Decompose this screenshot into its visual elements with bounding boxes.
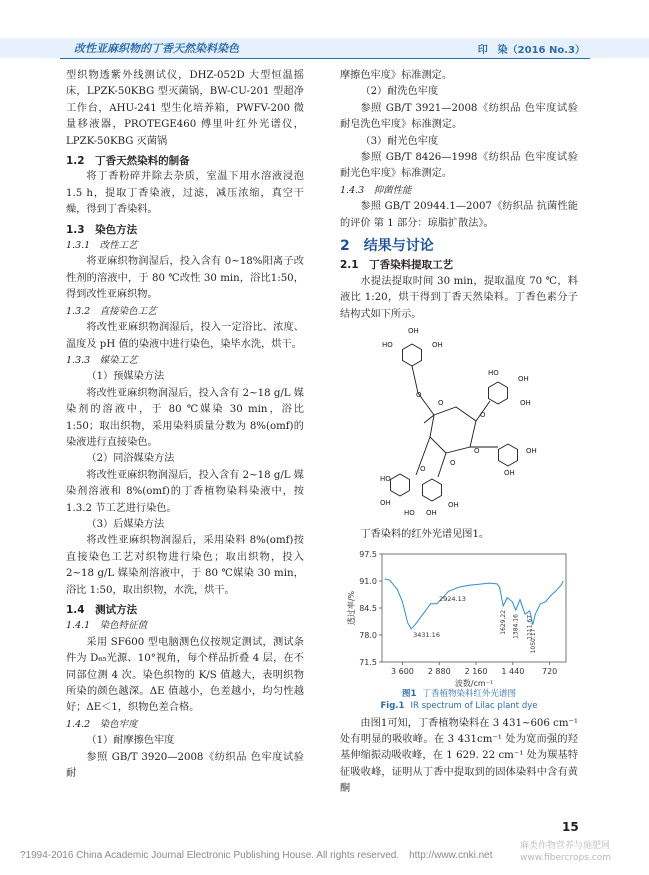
y-tick-label: 71.5 xyxy=(359,657,377,667)
right-column xyxy=(340,68,578,798)
x-axis-label: 波数/cm⁻¹ xyxy=(454,678,494,688)
page-number: 15 xyxy=(562,820,579,834)
ir-spectrum-chart xyxy=(340,546,578,688)
atom-label: OH xyxy=(518,375,529,384)
y-tick-label: 84.5 xyxy=(359,603,377,613)
section-2-1-heading: 2.1 丁香染料提取工艺 xyxy=(340,259,454,272)
ir-spectrum-svg xyxy=(340,546,578,688)
atom-label: HO xyxy=(380,475,391,484)
watermark-line-2: www.fibercrops.com xyxy=(520,853,611,863)
atom-label: O xyxy=(416,391,422,400)
paragraph-ir-intro: 丁香染料的红外光谱见图1。 xyxy=(360,529,490,541)
peak-label: 3431.16 xyxy=(413,630,440,639)
y-tick-label: 78.0 xyxy=(359,630,377,640)
paragraph-post-mordant: 将改性亚麻织物润湿后，采用染料 8%(omf)按直接染色工艺对织物进行染色；取出织物，投入 2~18 g/L 媒染剂溶液中，于 80 ℃媒染 30 min，浴比 1:50，取出织物，水洗，烘干。 xyxy=(66,535,304,596)
x-tick-label: 2 880 xyxy=(427,666,451,676)
left-column xyxy=(66,68,304,782)
subheading-meta-mordant: （2）同浴媒染方法 xyxy=(86,453,175,465)
atom-label: O xyxy=(474,447,480,456)
atom-label: O xyxy=(450,459,456,468)
spectrum-line xyxy=(385,578,564,628)
figure-label: 图1 xyxy=(402,688,417,699)
x-tick-label: 1 440 xyxy=(501,666,525,676)
paragraph-ir-discussion: 由图1可知，丁香植物染料在 3 431~606 cm⁻¹ 处有明显的吸收峰。在 3 431cm⁻¹ 处为宽而强的羟基伸缩振动吸收峰，在 1 629. 22 cm⁻¹ 处为羰基特征吸收峰，证明从丁香中提取到的固体染料中含有黄酮 xyxy=(340,717,578,795)
atom-label: HO xyxy=(488,369,499,378)
bond xyxy=(412,366,418,393)
paragraph-equipment: 型织物透紫外线测试仪，DHZ-052D 大型恒温摇床，LPZK-50KBG 型灭菌锅，BW-CU-201 型超净工作台，AHU-241 型生化培养箱，PWFV-200 微量移液器，PROTEGE460 傅里叶红外光谱仪，LPZK-50KBG 灭菌锅 xyxy=(66,70,304,147)
peak-label: 1111.67 xyxy=(526,614,534,640)
section-2-heading: 2 结果与讨论 xyxy=(340,238,434,255)
bond xyxy=(438,453,446,477)
atom-label: HO xyxy=(382,341,393,350)
section-1-4-1-heading: 1.4.1 染色特征值 xyxy=(66,620,148,632)
copyright-footer: ?1994-2016 China Academic Journal Electronic Publishing House. All rights reserved. http://www.cnki.net xyxy=(20,850,493,861)
section-1-2-heading: 1.2 丁香天然染料的制备 xyxy=(66,155,190,168)
section-1-3-1-heading: 1.3.1 改性工艺 xyxy=(66,240,138,252)
atom-label: OH xyxy=(380,499,391,508)
paragraph-light-fastness: 参照 GB/T 8426—1998《纺织品 色牢度试验 耐光色牢度》标准测定。 xyxy=(340,152,578,180)
section-1-4-2-heading: 1.4.2 染色牢度 xyxy=(66,718,138,730)
atom-label: O xyxy=(480,411,486,420)
peak-label: 1629.22 xyxy=(500,609,508,635)
atom-label: O xyxy=(438,399,444,408)
y-tick-label: 91.0 xyxy=(359,576,377,586)
x-tick-label: 720 xyxy=(542,666,558,676)
galloyl-ring-top xyxy=(403,344,422,366)
y-tick-label: 97.5 xyxy=(359,549,377,559)
molecular-structure-svg xyxy=(380,325,550,523)
header-rule xyxy=(60,58,590,59)
subheading-light-fastness: （3）耐光色牢度 xyxy=(360,135,439,147)
atom-label: OH xyxy=(432,341,443,350)
paragraph-1-4-3: 参照 GB/T 20944.1—2007《纺织品 抗菌性能的评价 第 1 部分：琼脂扩散法》。 xyxy=(340,201,578,229)
paragraph-meta-mordant: 将改性亚麻织物润湿后，投入含有 2~18 g/L 媒染剂溶液和 8%(omf)的丁香植物染料染液中，按 1.3.2 节工艺进行染色。 xyxy=(66,469,304,514)
section-1-3-2-heading: 1.3.2 直接染色工艺 xyxy=(66,305,157,317)
galloyl-ring-right-upper xyxy=(489,382,508,404)
section-1-4-3-heading: 1.4.3 抑菌性能 xyxy=(340,184,412,196)
paragraph-1-3-2: 将改性亚麻织物润湿后，投入一定浴比、浓度、温度及 pH 值的染液中进行染色，染毕水洗，烘干。 xyxy=(66,322,304,350)
figure-label-en: Fig.1 xyxy=(380,700,405,711)
subheading-rubbing-fastness: （1）耐摩擦色牢度 xyxy=(86,735,175,747)
figure-title-en: IR spectrum of Lilac plant dye xyxy=(410,700,538,711)
figure-title-cn: 丁香植物染料红外光谱图 xyxy=(422,688,516,699)
atom-label: O xyxy=(420,465,426,474)
peak-label: 1050.17 xyxy=(529,628,537,653)
paragraph-rubbing-cont: 摩擦色牢度》标准测定。 xyxy=(340,70,453,81)
galloyl-ring-right-lower xyxy=(499,444,518,466)
section-1-3-heading: 1.3 染色方法 xyxy=(66,223,138,236)
figure-caption-cn xyxy=(340,688,578,700)
peak-label: 2924.13 xyxy=(438,594,466,603)
glucose-ring xyxy=(430,407,476,453)
subheading-pre-mordant: （1）预媒染方法 xyxy=(86,371,165,383)
hhdp-ring-right xyxy=(423,479,442,501)
hhdp-ring-left xyxy=(391,474,410,496)
peak-label: 1384.16 xyxy=(512,613,520,639)
molecular-structure-figure xyxy=(340,325,578,525)
running-header xyxy=(0,38,649,58)
figure-caption-en xyxy=(340,700,578,712)
atom-label: OH xyxy=(408,327,419,336)
watermark xyxy=(520,840,611,864)
section-1-4-heading: 1.4 测试方法 xyxy=(66,604,138,616)
running-header-title: 改性亚麻织物的丁香天然染料染色 xyxy=(74,42,239,55)
x-tick-label: 2 160 xyxy=(464,666,488,676)
journal-issue: 印 染（2016 No.3） xyxy=(477,45,585,56)
atom-label: HO xyxy=(404,509,415,518)
atom-label: OH xyxy=(504,469,515,478)
paragraph-1-3-1: 将亚麻织物润湿后，投入含有 0~18%阳离子改性剂的溶液中，于 80 ℃改性 30 min，浴比1:50，得到改性亚麻织物。 xyxy=(66,256,304,301)
paragraph-2-1: 水提法提取时间 30 min，提取温度 70 ℃，料液比 1:20，烘干得到丁香天然染料。丁香色素分子结构式如下所示。 xyxy=(340,275,578,320)
x-tick-label: 3 600 xyxy=(390,666,414,676)
watermark-line-1: 麻类作物营养与施肥网 xyxy=(520,841,611,851)
subheading-wash-fastness: （2）耐洗色牢度 xyxy=(360,86,439,98)
paragraph-wash-fastness: 参照 GB/T 3921—2008《纺织品 色牢度试验 耐皂洗色牢度》标准测定。 xyxy=(340,102,578,131)
paragraph-1-4-1: 采用 SF600 型电脑测色仪按规定测试，测试条件为 D₆₅光源、10°视角，每个样品折叠 4 层，在不同部位测 4 次。染色织物的 K/S 值越大，表明织物所染的颜色越深。ΔE 值越小，色差越小，均匀性越好；ΔE＜1，织物色差合格。 xyxy=(66,636,304,714)
subheading-post-mordant: （3）后媒染方法 xyxy=(86,518,165,530)
paragraph-1-2: 将丁香粉碎并除去杂质，室温下用水溶液浸泡 1.5 h，提取丁香染液，过滤，减压浓缩，真空干燥，得到丁香染料。 xyxy=(66,171,304,216)
section-1-3-3-heading: 1.3.3 媒染工艺 xyxy=(66,354,138,366)
atom-label: OH xyxy=(426,509,437,518)
y-axis-label: 透过率/% xyxy=(347,590,356,625)
atom-label: OH xyxy=(526,447,537,456)
paragraph-rubbing-fastness: 参照 GB/T 3920—2008《纺织品 色牢度试验 耐 xyxy=(66,751,304,780)
atom-label: OH xyxy=(520,399,531,408)
paragraph-pre-mordant: 将改性亚麻织物润湿后，投入含有 2~18 g/L 媒染剂的溶液中，于 80 ℃媒染 30 min，浴比 1:50；取出织物，采用染料质量分数为 8%(omf)的染液进行直接染色。 xyxy=(66,387,304,448)
atom-label: OH xyxy=(448,501,459,510)
